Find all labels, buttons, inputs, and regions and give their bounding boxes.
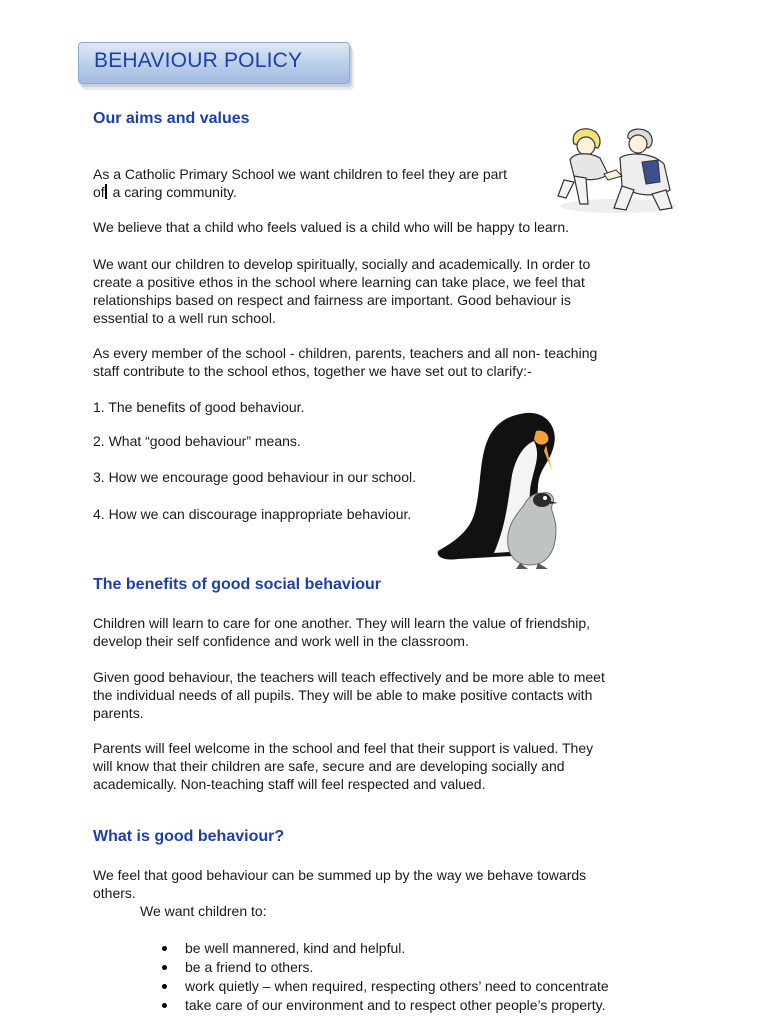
aims-para1-line2-start: of xyxy=(93,184,105,200)
aims-para4-line: As every member of the school - children, parents, teachers and all non- teaching xyxy=(93,345,598,361)
benefits-para1 xyxy=(93,614,590,650)
aims-list-item-1: 1. The benefits of good behaviour. xyxy=(93,399,305,415)
heading-good-behaviour: What is good behaviour? xyxy=(93,828,285,845)
left-child-face xyxy=(577,137,595,155)
benefits-para2-line: parents. xyxy=(93,705,144,721)
aims-para1-line2-end: a caring community. xyxy=(108,184,237,200)
good-para1-line: others. xyxy=(93,885,136,901)
good-bullet-list xyxy=(160,939,609,1015)
good-para1-line: We feel that good behaviour can be summed up by the way we behave towards xyxy=(93,867,587,883)
page-title: BEHAVIOUR POLICY xyxy=(94,49,303,72)
aims-list-item-4: 4. How we can discourage inappropriate behaviour. xyxy=(93,506,412,522)
title-banner xyxy=(78,42,350,84)
aims-para3-line: relationships based on respect and fairness are important. Good behaviour is xyxy=(93,292,571,308)
benefits-para2 xyxy=(93,668,605,722)
benefits-para1-line: develop their self confidence and work well in the classroom. xyxy=(93,633,469,649)
benefits-para2-line: the individual needs of all pupils. They will be able to make positive contacts with xyxy=(93,687,593,703)
benefits-para3-line: Parents will feel welcome in the school and feel that their support is valued. They xyxy=(93,740,594,756)
aims-para3 xyxy=(93,255,590,327)
heading-aims: Our aims and values xyxy=(93,110,250,127)
right-child-face xyxy=(629,135,647,153)
children-hugging-illustration xyxy=(556,124,678,216)
benefits-para3-line: will know that their children are safe, secure and are developing socially and xyxy=(93,758,565,774)
left-child-leg xyxy=(558,180,574,198)
chick-eye xyxy=(543,496,547,500)
aims-list-item-2: 2. What “good behaviour” means. xyxy=(93,433,301,449)
benefits-para2-line: Given good behaviour, the teachers will teach effectively and be more able to meet xyxy=(93,669,605,685)
aims-para3-line: create a positive ethos in the school where learning can take place, we feel that xyxy=(93,274,585,290)
benefits-para3 xyxy=(93,739,593,793)
list-item: be well mannered, kind and helpful. xyxy=(160,939,609,958)
list-item: work quietly – when required, respecting others’ need to concentrate xyxy=(160,977,609,996)
aims-para4-line: staff contribute to the school ethos, together we have set out to clarify:- xyxy=(93,363,532,379)
good-intro: We want children to: xyxy=(140,903,267,919)
text-cursor xyxy=(105,184,107,199)
penguins-illustration xyxy=(434,405,562,570)
aims-para1-line2 xyxy=(93,183,237,201)
aims-para2: We believe that a child who feels valued is a child who will be happy to learn. xyxy=(93,219,570,235)
benefits-para3-line: academically. Non-teaching staff will feel respected and valued. xyxy=(93,776,486,792)
aims-para1-line1: As a Catholic Primary School we want children to feel they are part xyxy=(93,166,507,182)
aims-para3-line: essential to a well run school. xyxy=(93,310,276,326)
heading-benefits: The benefits of good social behaviour xyxy=(93,576,382,593)
aims-para4 xyxy=(93,344,597,380)
good-para1 xyxy=(93,866,586,902)
left-child-leg2 xyxy=(574,176,588,204)
aims-list-item-3: 3. How we encourage good behaviour in our school. xyxy=(93,469,416,485)
list-item: take care of our environment and to respect other people’s property. xyxy=(160,996,609,1015)
chick-head xyxy=(533,493,551,507)
benefits-para1-line: Children will learn to care for one another. They will learn the value of friendship, xyxy=(93,615,591,631)
list-item: be a friend to others. xyxy=(160,958,609,977)
aims-para3-line: We want our children to develop spiritually, socially and academically. In order to xyxy=(93,256,591,272)
